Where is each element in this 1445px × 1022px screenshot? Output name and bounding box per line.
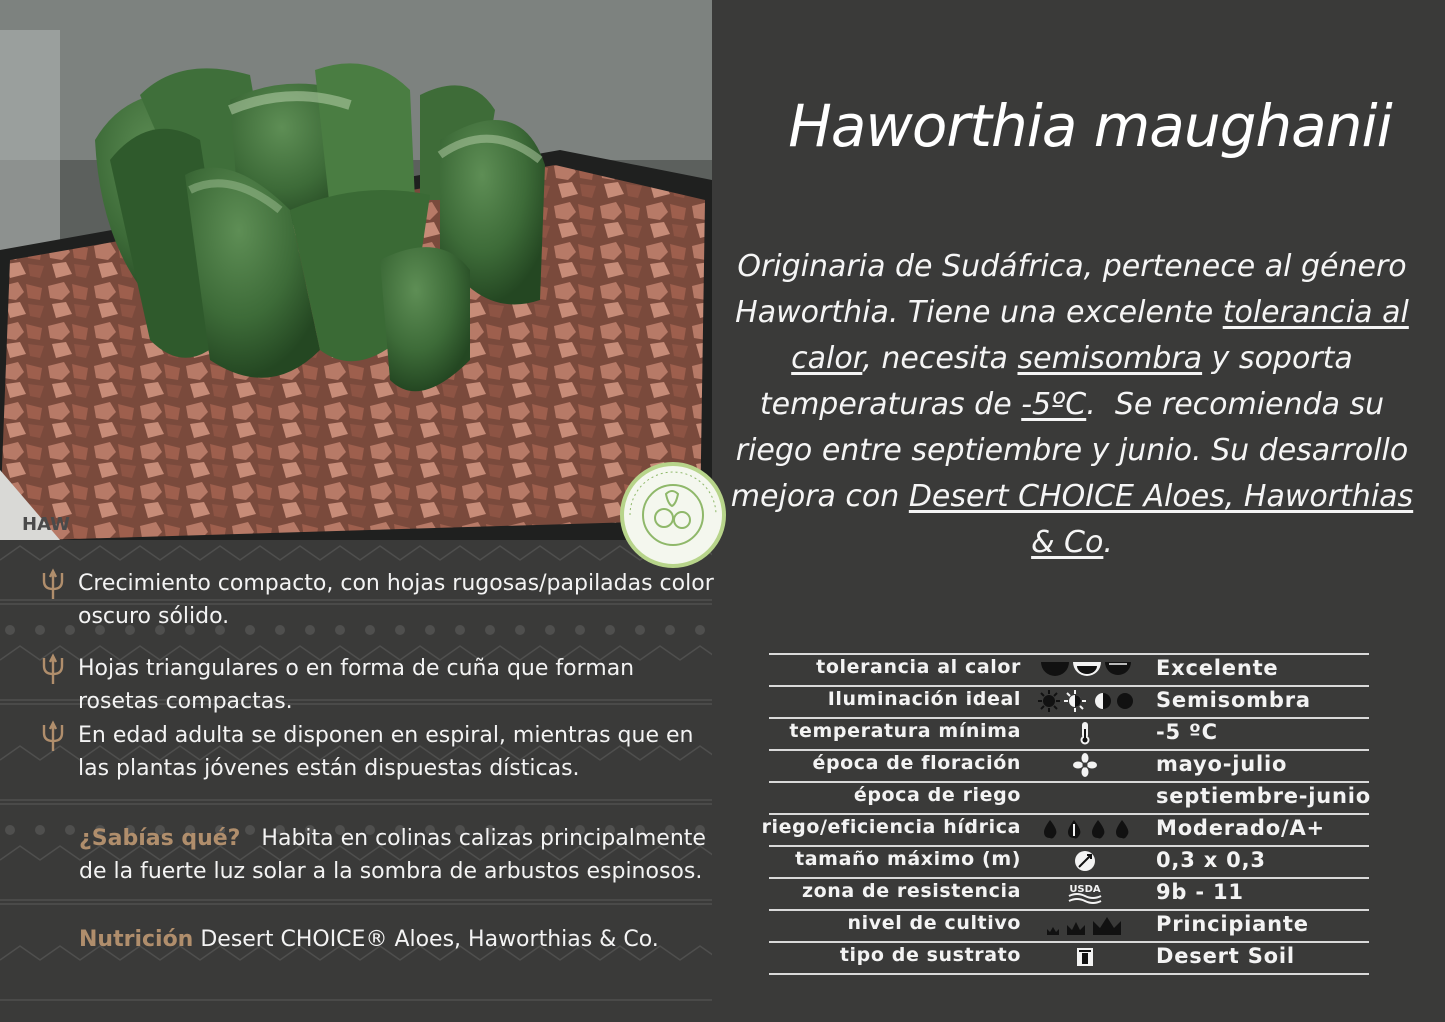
spec-value: Principiante	[1156, 912, 1309, 936]
heat-tolerance-link[interactable]: tolerancia al calor	[791, 295, 1409, 376]
spec-row	[761, 813, 1369, 845]
feature-text: Hojas triangulares o en forma de cuña que forman rosetas compactas.	[78, 656, 635, 714]
description-text: . Se recomienda su riego entre septiembre y junio. Su desarrollo mejora con	[730, 387, 1418, 514]
usda-icon	[1037, 881, 1133, 905]
spec-row	[769, 749, 1369, 781]
substrate-icon	[1037, 945, 1133, 969]
feature-text: En edad adulta se disponen en espiral, mientras que en las plantas jóvenes están dispuestas dísticas.	[78, 723, 694, 781]
spec-value: Moderado/A+	[1156, 816, 1325, 840]
product-link[interactable]: Desert CHOICE Aloes, Haworthias & Co	[908, 479, 1414, 560]
spec-label: temperatura mínima	[789, 720, 1021, 742]
trident-icon	[40, 719, 66, 785]
water-drops-icon	[1037, 817, 1133, 841]
spec-row	[769, 909, 1369, 941]
feature-text: Crecimiento compacto, con hojas rugosas/papiladas color oscuro sólido.	[78, 571, 714, 629]
spec-label: tolerancia al calor	[816, 656, 1021, 678]
spec-label: época de riego	[853, 784, 1021, 806]
feature-item	[40, 652, 720, 718]
spec-label: riego/eficiencia hídrica	[761, 816, 1021, 838]
description-text: , necesita	[862, 341, 1018, 376]
description-text: y soporta temperaturas de	[759, 341, 1353, 422]
trident-icon	[40, 567, 66, 633]
temperature-link[interactable]: -5ºC	[1021, 387, 1087, 422]
spec-label: nivel de cultivo	[847, 912, 1021, 934]
trident-icon	[40, 652, 66, 718]
spec-row	[769, 845, 1369, 877]
spec-label: Iluminación ideal	[827, 688, 1021, 710]
spec-value: Desert Soil	[1156, 944, 1295, 968]
fun-fact	[79, 822, 739, 888]
thermometer-icon	[1037, 721, 1133, 745]
fun-fact-text: Habita en colinas calizas principalmente de la fuerte luz solar a la sombra de arbustos espinosos.	[79, 826, 713, 884]
plant-photo	[0, 0, 712, 540]
spec-value: Semisombra	[1156, 688, 1311, 712]
spec-table	[761, 653, 1372, 975]
feature-item	[40, 719, 720, 785]
spec-label: tipo de sustrato	[839, 944, 1021, 966]
spec-label: zona de resistencia	[801, 880, 1021, 902]
spec-value: 9b - 11	[1156, 880, 1244, 904]
spec-row	[769, 717, 1369, 749]
plant-illustration	[0, 0, 712, 540]
semishade-link[interactable]: semisombra	[1017, 341, 1203, 376]
watering-icon	[1037, 785, 1133, 809]
spec-row	[769, 877, 1369, 909]
spec-row	[769, 685, 1369, 717]
spec-row	[769, 941, 1369, 975]
spec-row	[769, 653, 1369, 685]
heat-tolerance-icon	[1037, 657, 1133, 681]
crowns-icon	[1037, 913, 1133, 937]
spec-label: tamaño máximo (m)	[795, 848, 1021, 870]
description-text: Originaria de Sudáfrica, pertenece al género Haworthia. Tiene una excelente	[735, 249, 1407, 330]
plant-title: Haworthia maughanii	[788, 92, 1392, 160]
nutrition-label: Nutrición	[79, 927, 194, 952]
pet-safe-badge	[620, 462, 726, 568]
usda-icon-text: USDA	[1069, 884, 1101, 895]
flower-icon	[1037, 753, 1133, 777]
nutrition-text: Desert CHOICE® Aloes, Haworthias & Co.	[193, 927, 659, 952]
sun-shade-icon	[1037, 689, 1133, 713]
pot-label: HAW	[22, 514, 71, 535]
size-icon	[1037, 849, 1133, 873]
nutrition	[79, 923, 739, 956]
spec-value: mayo-julio	[1156, 752, 1288, 776]
plant-description	[722, 244, 1422, 566]
spec-value: -5 ºC	[1156, 720, 1218, 744]
spec-value: 0,3 x 0,3	[1156, 848, 1266, 872]
description-text: .	[1103, 525, 1113, 560]
spec-value: Excelente	[1156, 656, 1279, 680]
spec-row	[769, 781, 1372, 813]
spec-value: septiembre-junio	[1156, 784, 1372, 808]
spec-label: época de floración	[812, 752, 1021, 774]
pet-safe-icon	[624, 466, 722, 564]
fun-fact-label: ¿Sabías qué?	[79, 826, 241, 851]
feature-item	[40, 567, 720, 633]
